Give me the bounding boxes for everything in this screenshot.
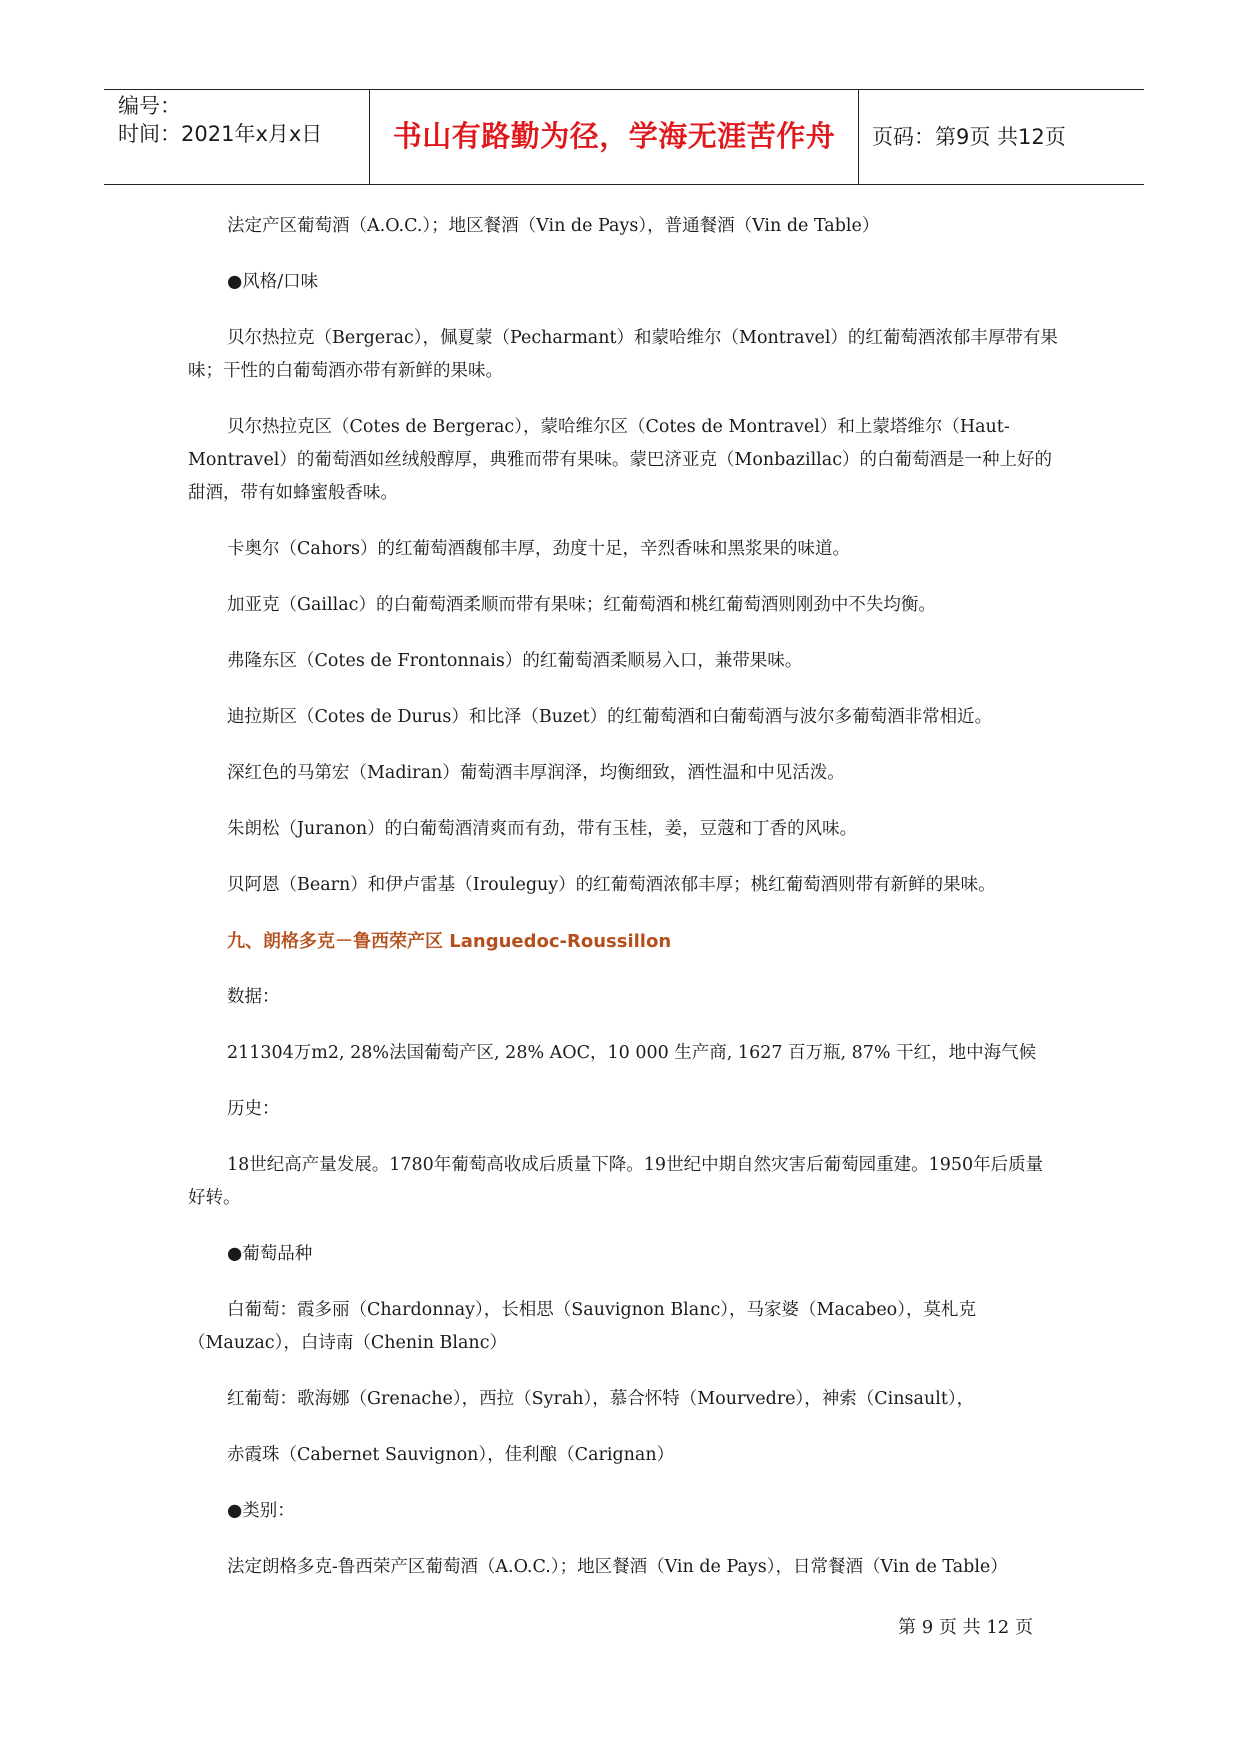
paragraph-red-grapes: 红葡萄：歌海娜（Grenache），西拉（Syrah），慕合怀特（Mourvedre），神索（Cinsault），: [227, 1389, 975, 1409]
header-meta: [118, 92, 373, 148]
paragraph-durus-buzet: 迪拉斯区（Cotes de Durus）和比泽（Buzet）的红葡萄酒和白葡萄酒与波尔多葡萄酒非常相近。: [227, 707, 993, 727]
paragraph-juranon: 朱朗松（Juranon）的白葡萄酒清爽而有劲，带有玉桂，姜，豆蔻和丁香的风味。: [227, 819, 858, 839]
subheading-style: ●风格/口味: [227, 272, 319, 292]
paragraph-bergerac: 贝尔热拉克（Bergerac），佩夏蒙（Pecharmant）和蒙哈维尔（Montravel）的红葡萄酒浓郁丰厚带有果味；干性的白葡萄酒亦带有新鲜的果味。: [188, 328, 1058, 381]
paragraph-madiran: 深红色的马第宏（Madiran）葡萄酒丰厚润泽，均衡细致，酒性温和中见活泼。: [227, 763, 845, 783]
paragraph-gaillac: 加亚克（Gaillac）的白葡萄酒柔顺而带有果味；红葡萄酒和桃红葡萄酒则刚劲中不失均衡。: [227, 595, 936, 615]
paragraph-bearn: 贝阿恩（Bearn）和伊卢雷基（Irouleguy）的红葡萄酒浓郁丰厚；桃红葡萄酒则带有新鲜的果味。: [227, 875, 996, 895]
time-label: 时间：2021年x月x日: [118, 122, 323, 146]
serial-label: 编号：: [118, 94, 181, 118]
subheading-categories: ●类别：: [227, 1501, 295, 1521]
subheading-grape-varieties: ●葡萄品种: [227, 1244, 313, 1264]
page-header: [104, 89, 1144, 185]
header-motto: 书山有路勤为径，学海无涯苦作舟: [392, 119, 836, 153]
header-divider-right: [858, 90, 859, 184]
paragraph-white-grapes: 白葡萄：霞多丽（Chardonnay），长相思（Sauvignon Blanc），马家婆（Macabeo），莫札克（Mauzac），白诗南（Chenin Blanc）: [188, 1300, 976, 1353]
paragraph-cahors: 卡奥尔（Cahors）的红葡萄酒馥郁丰厚，劲度十足，辛烈香味和黑浆果的味道。: [227, 539, 850, 559]
paragraph-categories: 法定朗格多克-鲁西荣产区葡萄酒（A.O.C.）；地区餐酒（Vin de Pays），日常餐酒（Vin de Table）: [227, 1557, 1008, 1577]
header-page-info: 页码：第9页 共12页: [872, 125, 1066, 149]
paragraph-statistics: 211304万m2, 28%法国葡萄产区, 28% AOC，10 000 生产商, 1627 百万瓶, 87% 干红，地中海气候: [227, 1043, 1037, 1063]
paragraph-frontonnais: 弗隆东区（Cotes de Frontonnais）的红葡萄酒柔顺易入口，兼带果味。: [227, 651, 803, 671]
label-history: 历史：: [227, 1099, 280, 1119]
section-heading: 九、朗格多克－鲁西荣产区 Languedoc-Roussillon: [227, 931, 672, 952]
page-footer: 第 9 页 共 12 页: [898, 1617, 1033, 1638]
paragraph-history: 18世纪高产量发展。1780年葡萄高收成后质量下降。19世纪中期自然灾害后葡萄园重建。1950年后质量好转。: [188, 1155, 1044, 1208]
label-data: 数据：: [227, 987, 280, 1007]
paragraph-red-grapes-cont: 赤霞珠（Cabernet Sauvignon），佳利酿（Carignan）: [227, 1445, 675, 1465]
paragraph-cotes-bergerac: 贝尔热拉克区（Cotes de Bergerac），蒙哈维尔区（Cotes de Montravel）和上蒙塔维尔（Haut-Montravel）的葡萄酒如丝绒般醇厚，典雅而带有果味。蒙巴济亚克（Monbazillac）的白葡萄酒是一种上好的甜酒，带有如蜂蜜般香味。: [188, 417, 1052, 503]
document-body: [188, 210, 1058, 1607]
paragraph-classification: 法定产区葡萄酒（A.O.C.）；地区餐酒（Vin de Pays），普通餐酒（Vin de Table）: [227, 216, 880, 236]
